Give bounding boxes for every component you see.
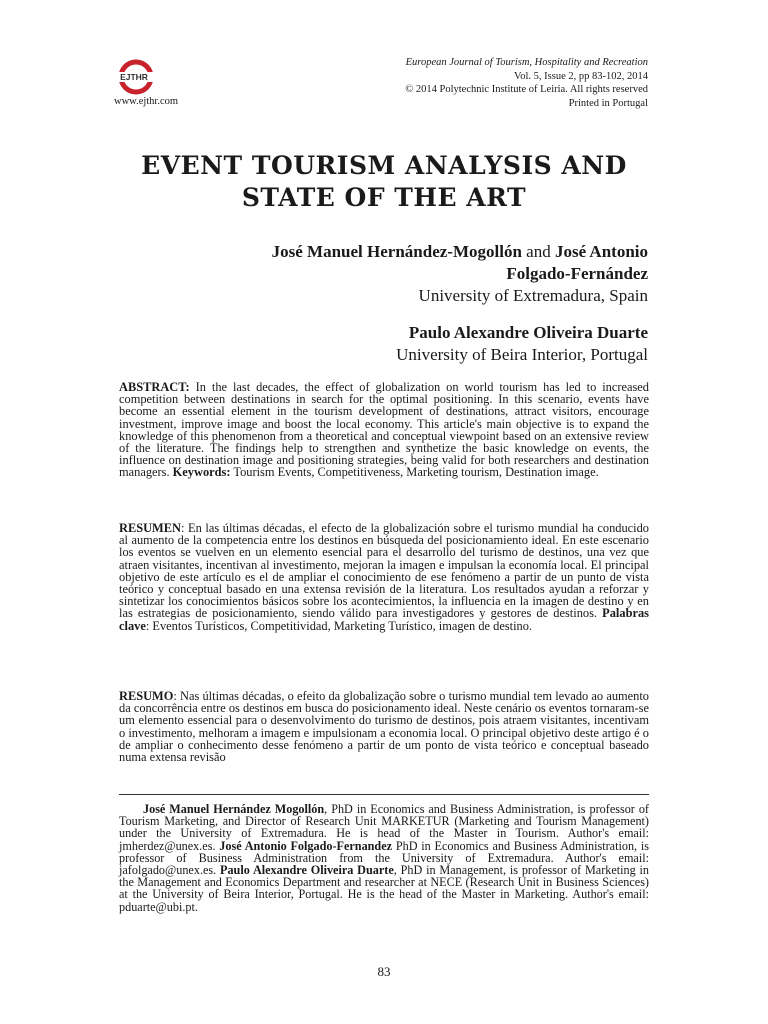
journal-name: European Journal of Tourism, Hospitality and Recreation [405,57,648,68]
footnote-author-1: José Manuel Hernández Mogollón [143,802,325,816]
page-number: 83 [377,964,391,979]
resumen-text: : En las últimas décadas, el efecto de la globalización sobre el turismo mundial ha conducido al aumento de la competencia entre los destinos en búsqueda del posicionamiento ideal. En este escenario los eventos se vuelven en un elemento esencial para el desarrollo del turismo de destinos, una vez que atraen visitantes, incentivan al investimento, mejoran la imagen e impulsan la economía local. El principal objetivo de este artículo es el de ampliar el conocimiento de ese fenómeno a partir de un punto de vista teórico y conceptual basado en una extensa revisión de la literatura. Los resultados ayudan a reforzar y sintetizar los conocimientos básicos sobre los acontecimientos, la influencia en la imagen de destino y en las estrategias de posicionamiento, siendo válido para investigadores y gestores de destinos. [119,521,649,621]
author-2-last: Folgado-Fernández [506,264,648,283]
abstract-paragraph [119,381,649,479]
keywords-label: Keywords: [172,465,231,480]
abstract-label: ABSTRACT: [119,380,190,394]
author-footnote [119,803,649,913]
footnote-author-3: Paulo Alexandre Oliveira Duarte [220,863,394,878]
palabras-clave-text: : Eventos Turísticos, Competitividad, Marketing Turístico, imagen de destino. [145,618,533,633]
logo-text: EJTHR [120,72,148,82]
authors-line-3 [409,322,648,344]
authors-and: and [526,242,551,261]
journal-logo [112,58,156,96]
title-line-1: EVENT TOURISM ANALYSIS AND [141,151,627,180]
author-3: Paulo Alexandre Oliveira Duarte [408,323,648,342]
authors-line-2 [506,263,648,285]
resumo-paragraph [119,690,649,763]
journal-info [405,56,648,110]
author-1: José Manuel Hernández-Mogollón [271,242,522,261]
resumo-label: RESUMO [119,689,174,703]
journal-volume: Vol. 5, Issue 2, pp 83-102, 2014 [514,70,648,82]
footnote-bio-3: , PhD in Management, is professor of Marketing in the Management and Economics Department and researcher at NECE (Research Unit in Business Sciences) at the University of Beira Interior, Portugal. He is the head of the Master in Marketing. Author's email: pduarte@ubi.pt. [119,863,650,914]
author-2-first: José Antonio [554,242,648,261]
footnote-bio-1: , PhD in Economics and Business Administration, is professor of Tourism Marketing, and Director of Research Unit MARKETUR (Marketing and Tourism Management) under the University of Extremadura. He is head of the Master in Tourism. Author's email: jmherdez@unex.es. [119,802,649,853]
resumo-text: : Nas últimas décadas, o efeito da globalização sobre o turismo mundial tem levado ao aumento da concorrência entre os destinos em busca do posicionamento ideal. Neste cenário os eventos tornaram-se um elemento essencial para o desenvolvimento do turismo de destinos, pois atraem visitantes, incentivam o investimento, melhoram a imagem e impulsionam a economia local. O principal objetivo deste artigo é o de ampliar o conhecimento desse fenómeno a partir de um ponto de vista teórico e conceptual baseado numa extensa revisão [119,689,649,765]
journal-printed: Printed in Portugal [568,97,648,109]
affiliation-2: University of Beira Interior, Portugal [396,345,648,364]
keywords-text: Tourism Events, Competitiveness, Marketing tourism, Destination image. [230,465,599,480]
affiliation-1: University of Extremadura, Spain [418,286,648,305]
journal-website[interactable]: www.ejthr.com [114,96,179,107]
abstract-text: In the last decades, the effect of globalization on world tourism has led to increased competition between destinations in search for the optimal positioning. In this scenario, events have become an essential element in the tourism development of destinations, attract visitors, encourage investment, improve image and boost the local economy. This article's main objective is to expand the knowledge of this phenomenon from a theoretical and conceptual viewpoint based on an extensive review of the literature. The findings help to strengthen and synthetize the basic knowledge on events, the influence on destination image and positioning strategies, being valid for both researchers and destination managers. [119,380,649,480]
footnote-divider [119,794,649,795]
resumen-paragraph [119,522,649,632]
authors-line-1 [272,241,648,263]
title-line-2: STATE OF THE ART [241,183,527,212]
resumen-label: RESUMEN [119,521,181,535]
footnote-author-2: José Antonio Folgado-Fernandez [219,838,393,853]
palabras-clave-label: Palabras clave [119,606,649,633]
article-title [0,150,768,214]
footnote-bio-2: PhD in Economics and Business Administration, is professor of Business Administration from the University of Extremadura. Author's email: jafolgado@unex.es. [119,838,649,878]
journal-copyright: © 2014 Polytechnic Institute of Leiria. All rights reserved [405,84,648,95]
